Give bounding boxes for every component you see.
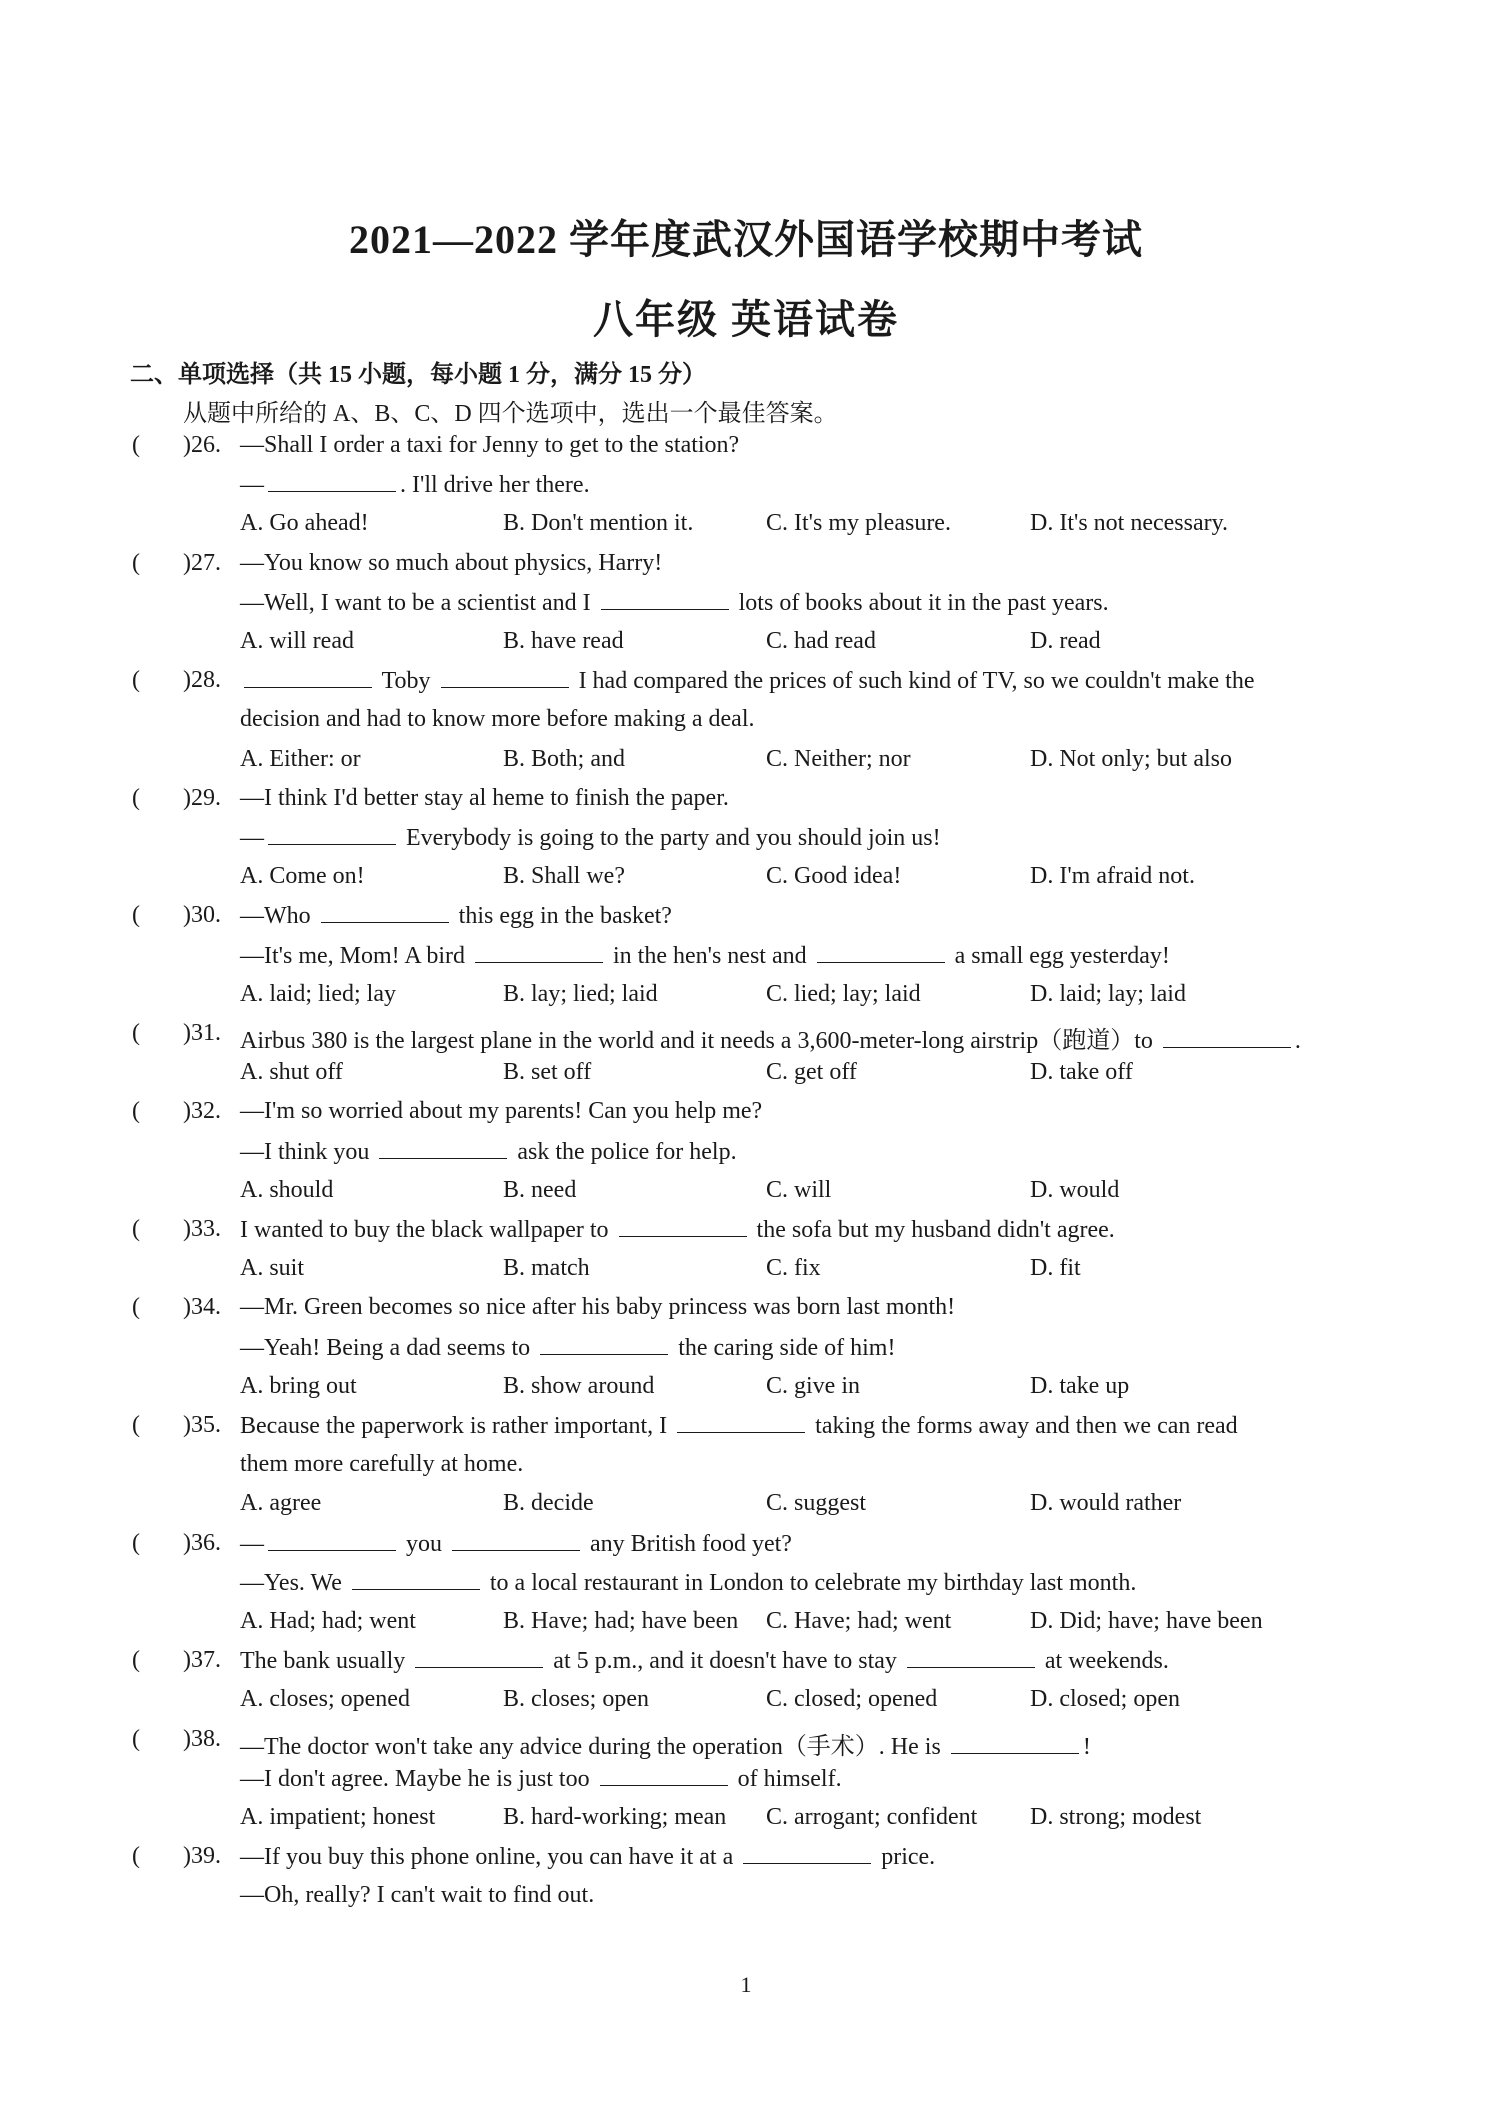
question-number: )39. xyxy=(183,1843,221,1870)
question-line xyxy=(240,471,590,499)
question-text: you xyxy=(400,1530,448,1557)
question-text: —If you buy this phone online, you can have it at a xyxy=(240,1844,740,1871)
answer-blank[interactable] xyxy=(540,1334,668,1355)
question-line xyxy=(240,1412,1238,1440)
answer-option: A. Come on! xyxy=(240,863,365,890)
question-text: —It's me, Mom! A bird xyxy=(240,942,471,969)
question-text: The bank usually xyxy=(240,1648,412,1675)
answer-option: B. Shall we? xyxy=(503,863,625,890)
answer-option: A. agree xyxy=(240,1490,322,1517)
question-text: —The doctor won't take any advice during the operation（手术）. He is xyxy=(240,1733,947,1760)
question-text: —Mr. Green becomes so nice after his baby princess was born last month! xyxy=(240,1294,956,1321)
question-line xyxy=(240,1216,1115,1244)
question-text: the caring side of him! xyxy=(672,1334,896,1361)
answer-option: A. Either: or xyxy=(240,745,361,772)
answer-option: D. I'm afraid not. xyxy=(1030,863,1195,890)
exam-subtitle: 八年级 英语试卷 xyxy=(593,297,899,342)
question-line xyxy=(240,1765,842,1793)
question-line xyxy=(240,1451,523,1478)
question-text: —Oh, really? I can't wait to find out. xyxy=(240,1882,595,1909)
question-line xyxy=(240,1020,1301,1055)
answer-option: B. Both; and xyxy=(503,745,626,772)
question-text: of himself. xyxy=(731,1765,842,1792)
question-text: —Shall I order a taxi for Jenny to get to the station? xyxy=(240,432,740,458)
exam-title: 2021—2022 学年度武汉外国语学校期中考试 xyxy=(349,217,1143,262)
question-number: )38. xyxy=(183,1725,221,1752)
answer-option: B. decide xyxy=(503,1490,594,1517)
answer-blank[interactable] xyxy=(817,942,945,963)
answer-option: D. laid; lay; laid xyxy=(1030,980,1186,1007)
page-number: 1 xyxy=(740,1972,752,1997)
answer-option: B. closes; open xyxy=(503,1686,649,1713)
question-text: . I'll drive her there. xyxy=(400,472,590,499)
answer-blank[interactable] xyxy=(441,667,569,688)
answer-option: D. strong; modest xyxy=(1030,1804,1202,1830)
answer-option: A. shut off xyxy=(240,1059,343,1086)
answer-blank[interactable] xyxy=(415,1647,543,1668)
question-text: —Yeah! Being a dad seems to xyxy=(240,1334,537,1361)
question-number: )26. xyxy=(183,432,221,458)
answer-option: C. Good idea! xyxy=(766,863,902,890)
question-number: )32. xyxy=(183,1098,221,1125)
answer-option: C. It's my pleasure. xyxy=(766,510,951,537)
answer-blank[interactable] xyxy=(677,1412,805,1433)
answer-bracket[interactable]: ( xyxy=(132,549,140,576)
question-line xyxy=(240,589,1109,617)
answer-option: B. have read xyxy=(503,628,624,654)
question-text: — xyxy=(240,1530,264,1557)
answer-option: D. It's not necessary. xyxy=(1030,510,1229,537)
question-text: I wanted to buy the black wallpaper to xyxy=(240,1217,615,1243)
question-line xyxy=(240,1098,762,1125)
question-text: lots of books about it in the past years. xyxy=(732,589,1109,616)
answer-option: C. Neither; nor xyxy=(766,745,911,772)
question-text: I had compared the prices of such kind of TV, so we couldn't make the xyxy=(572,668,1255,695)
answer-option: B. Don't mention it. xyxy=(503,510,694,537)
answer-bracket[interactable]: ( xyxy=(132,1294,140,1321)
question-text: — xyxy=(240,825,264,851)
answer-bracket[interactable]: ( xyxy=(132,1843,140,1870)
answer-blank[interactable] xyxy=(619,1216,747,1237)
question-text: this egg in the basket? xyxy=(452,903,672,930)
question-text: at weekends. xyxy=(1038,1648,1169,1675)
answer-option: D. take off xyxy=(1030,1059,1133,1086)
answer-option: A. will read xyxy=(240,628,354,654)
answer-option: A. should xyxy=(240,1176,334,1203)
answer-option: A. bring out xyxy=(240,1372,357,1399)
question-text: ask the police for help. xyxy=(511,1138,737,1165)
section-heading: 二、单项选择（共 15 小题，每小题 1 分，满分 15 分） xyxy=(130,362,706,388)
answer-blank[interactable] xyxy=(352,1569,480,1590)
answer-option: C. lied; lay; laid xyxy=(766,980,921,1007)
question-number: )36. xyxy=(183,1529,221,1556)
question-text: Toby xyxy=(376,668,437,695)
answer-bracket[interactable]: ( xyxy=(132,784,140,811)
question-line xyxy=(240,1843,935,1871)
answer-option: D. fit xyxy=(1030,1255,1081,1282)
answer-bracket[interactable]: ( xyxy=(132,1529,140,1556)
question-text: —You know so much about physics, Harry! xyxy=(240,549,663,576)
answer-option: B. hard-working; mean xyxy=(503,1804,727,1830)
answer-option: A. Go ahead! xyxy=(240,510,369,537)
answer-bracket[interactable]: ( xyxy=(132,432,140,458)
answer-option: C. give in xyxy=(766,1372,860,1399)
answer-option: B. need xyxy=(503,1176,577,1203)
question-line xyxy=(240,824,941,852)
answer-option: D. read xyxy=(1030,628,1101,654)
answer-option: A. Had; had; went xyxy=(240,1608,416,1634)
question-text: them more carefully at home. xyxy=(240,1451,524,1478)
question-number: )34. xyxy=(183,1294,221,1321)
question-line xyxy=(240,706,755,733)
answer-option: B. Have; had; have been xyxy=(503,1608,739,1634)
answer-bracket[interactable]: ( xyxy=(132,1725,140,1752)
question-text: at 5 p.m., and it doesn't have to stay xyxy=(547,1648,903,1675)
question-number: )29. xyxy=(183,784,221,811)
answer-blank[interactable] xyxy=(743,1843,871,1864)
question-text: —I don't agree. Maybe he is just too xyxy=(240,1765,596,1792)
question-text: to a local restaurant in London to celebrate my birthday last month. xyxy=(483,1569,1137,1596)
answer-blank[interactable] xyxy=(601,589,729,610)
answer-blank[interactable] xyxy=(1163,1027,1291,1048)
answer-blank[interactable] xyxy=(321,902,449,923)
question-text: decision and had to know more before making a deal. xyxy=(240,706,755,733)
answer-bracket[interactable]: ( xyxy=(132,1098,140,1125)
answer-blank[interactable] xyxy=(268,471,396,492)
answer-option: A. closes; opened xyxy=(240,1686,410,1713)
answer-option: B. lay; lied; laid xyxy=(503,980,658,1007)
answer-bracket[interactable]: ( xyxy=(132,1647,140,1674)
question-text: ! xyxy=(1082,1733,1091,1760)
answer-blank[interactable] xyxy=(452,1530,580,1551)
answer-option: D. take up xyxy=(1030,1372,1130,1399)
answer-blank[interactable] xyxy=(951,1733,1079,1754)
question-text: Because the paperwork is rather important, I xyxy=(240,1413,674,1439)
question-text: Everybody is going to the party and you should join us! xyxy=(400,825,941,851)
question-number: )33. xyxy=(183,1216,221,1242)
question-number: )28. xyxy=(183,667,221,694)
answer-blank[interactable] xyxy=(268,1530,396,1551)
question-line xyxy=(240,1647,1169,1675)
question-text: — xyxy=(240,472,264,499)
answer-blank[interactable] xyxy=(600,1765,728,1786)
answer-option: D. Not only; but also xyxy=(1030,745,1232,772)
question-number: )30. xyxy=(183,902,221,929)
question-text: a small egg yesterday! xyxy=(948,942,1170,969)
answer-bracket[interactable]: ( xyxy=(132,902,140,929)
answer-bracket[interactable]: ( xyxy=(132,667,140,694)
question-number: )37. xyxy=(183,1647,221,1674)
answer-bracket[interactable]: ( xyxy=(132,1412,140,1438)
question-text: —I think you xyxy=(240,1138,376,1165)
question-line xyxy=(240,432,739,459)
answer-option: D. closed; open xyxy=(1030,1686,1180,1713)
question-line xyxy=(240,1882,594,1909)
answer-option: C. closed; opened xyxy=(766,1686,938,1713)
question-number: )27. xyxy=(183,549,221,576)
answer-option: C. get off xyxy=(766,1059,857,1086)
answer-bracket[interactable]: ( xyxy=(132,1020,140,1046)
question-text: . xyxy=(1294,1028,1301,1054)
answer-option: A. impatient; honest xyxy=(240,1804,436,1830)
answer-option: C. arrogant; confident xyxy=(766,1804,978,1830)
question-line xyxy=(240,1334,895,1362)
question-text: Airbus 380 is the largest plane in the world and it needs a 3,600-meter-long airstrip（跑道）to xyxy=(240,1028,1159,1054)
answer-option: D. would rather xyxy=(1030,1490,1182,1517)
question-text: —I think I'd better stay al heme to finish the paper. xyxy=(240,784,729,811)
question-line xyxy=(240,1138,737,1166)
question-line xyxy=(240,942,1170,970)
answer-blank[interactable] xyxy=(268,824,396,845)
question-text: taking the forms away and then we can read xyxy=(809,1413,1238,1439)
answer-option: C. fix xyxy=(766,1255,821,1282)
answer-bracket[interactable]: ( xyxy=(132,1216,140,1242)
answer-option: C. suggest xyxy=(766,1490,867,1517)
answer-blank[interactable] xyxy=(907,1647,1035,1668)
answer-blank[interactable] xyxy=(244,667,372,688)
answer-option: C. had read xyxy=(766,628,876,654)
question-line xyxy=(240,1726,1091,1761)
question-text: in the hen's nest and xyxy=(607,942,813,969)
question-line xyxy=(240,550,662,577)
question-text: —Well, I want to be a scientist and I xyxy=(240,589,597,616)
answer-blank[interactable] xyxy=(475,942,603,963)
section-instruction: 从题中所给的 A、B、C、D 四个选项中，选出一个最佳答案。 xyxy=(183,401,838,427)
answer-option: D. would xyxy=(1030,1176,1120,1203)
question-text: —Yes. We xyxy=(240,1569,348,1596)
answer-option: C. Have; had; went xyxy=(766,1608,952,1634)
answer-option: B. show around xyxy=(503,1372,655,1399)
question-line xyxy=(240,667,1255,695)
question-text: any British food yet? xyxy=(584,1530,792,1557)
question-number: )31. xyxy=(183,1020,221,1046)
question-number: )35. xyxy=(183,1412,221,1438)
answer-option: C. will xyxy=(766,1176,832,1203)
answer-blank[interactable] xyxy=(379,1138,507,1159)
question-line xyxy=(240,785,729,812)
answer-option: D. Did; have; have been xyxy=(1030,1608,1263,1634)
question-text: price. xyxy=(875,1844,936,1871)
question-text: —Who xyxy=(240,903,317,930)
answer-option: B. set off xyxy=(503,1059,592,1086)
answer-option: B. match xyxy=(503,1255,590,1282)
answer-option: A. suit xyxy=(240,1255,305,1282)
question-line xyxy=(240,1294,955,1321)
question-text: the sofa but my husband didn't agree. xyxy=(750,1217,1115,1243)
question-line xyxy=(240,1530,792,1558)
question-text: —I'm so worried about my parents! Can you help me? xyxy=(240,1098,763,1125)
question-line xyxy=(240,902,672,930)
question-line xyxy=(240,1569,1136,1597)
answer-option: A. laid; lied; lay xyxy=(240,980,396,1007)
